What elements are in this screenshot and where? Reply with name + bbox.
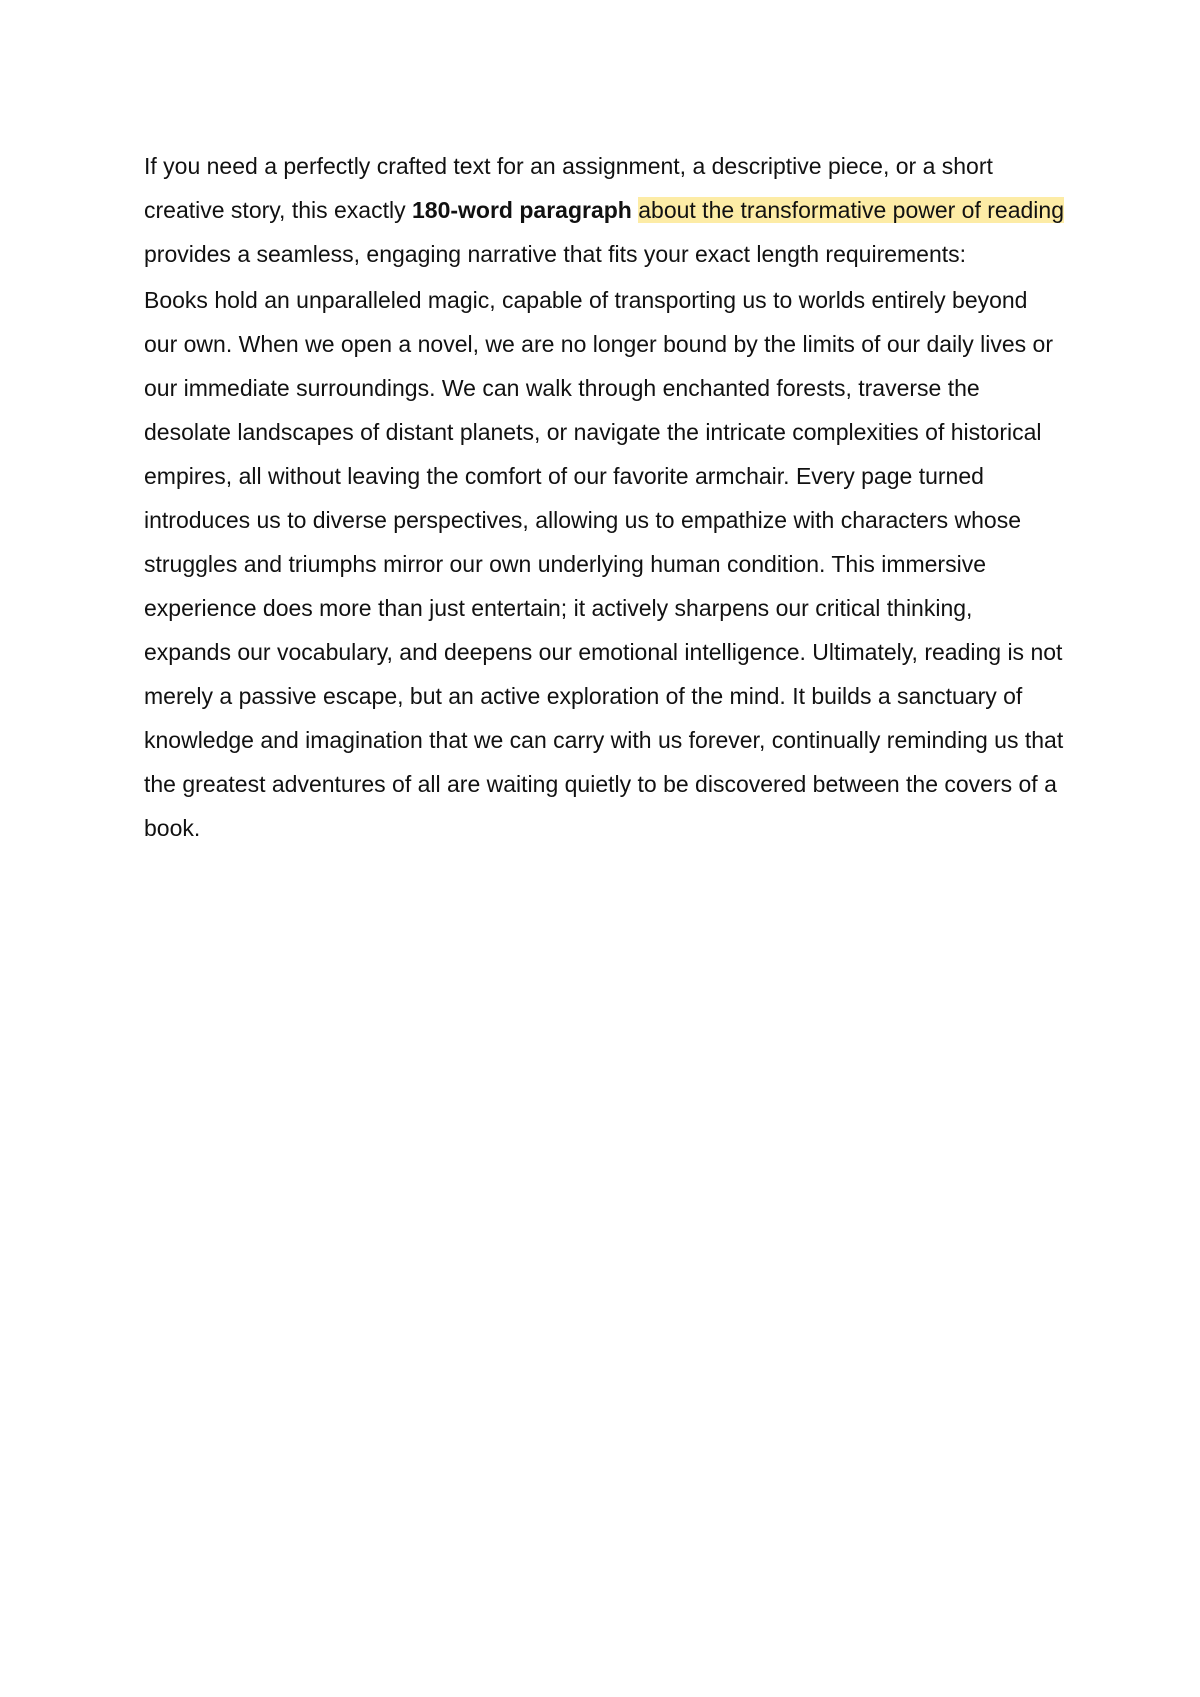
body-paragraph: Books hold an unparalleled magic, capable of transporting us to worlds entirely beyond our own. When we open a novel, we are no longer bound by the limits of our daily lives or our immediate surroundings. We can walk through enchanted forests, traverse the desolate landscapes of distant planets, or navigate the intricate complexities of historical empires, all without leaving the comfort of our favorite armchair. Every page turned introduces us to diverse perspectives, allowing us to empathize with characters whose struggles and triumphs mirror our own underlying human condition. This immersive experience does more than just entertain; it actively sharpens our critical thinking, expands our vocabulary, and deepens our emotional intelligence. Ultimately, reading is not merely a passive escape, but an active exploration of the mind. It builds a sanctuary of knowledge and imagination that we can carry with us forever, continually reminding us that the greatest adventures of all are waiting quietly to be discovered between the covers of a book. xyxy=(144,287,1064,841)
intro-paragraph xyxy=(144,144,1064,276)
intro-highlighted-text: about the transformative power of reading xyxy=(638,197,1064,223)
intro-text-end: provides a seamless, engaging narrative that fits your exact length requirements: xyxy=(144,241,967,267)
intro-text-start: If you need a perfectly crafted text for an assignment, a descriptive piece, or a short creative story, this exactly xyxy=(144,153,993,223)
intro-bold-text: 180-word paragraph xyxy=(412,197,632,223)
document-content xyxy=(144,144,1064,850)
